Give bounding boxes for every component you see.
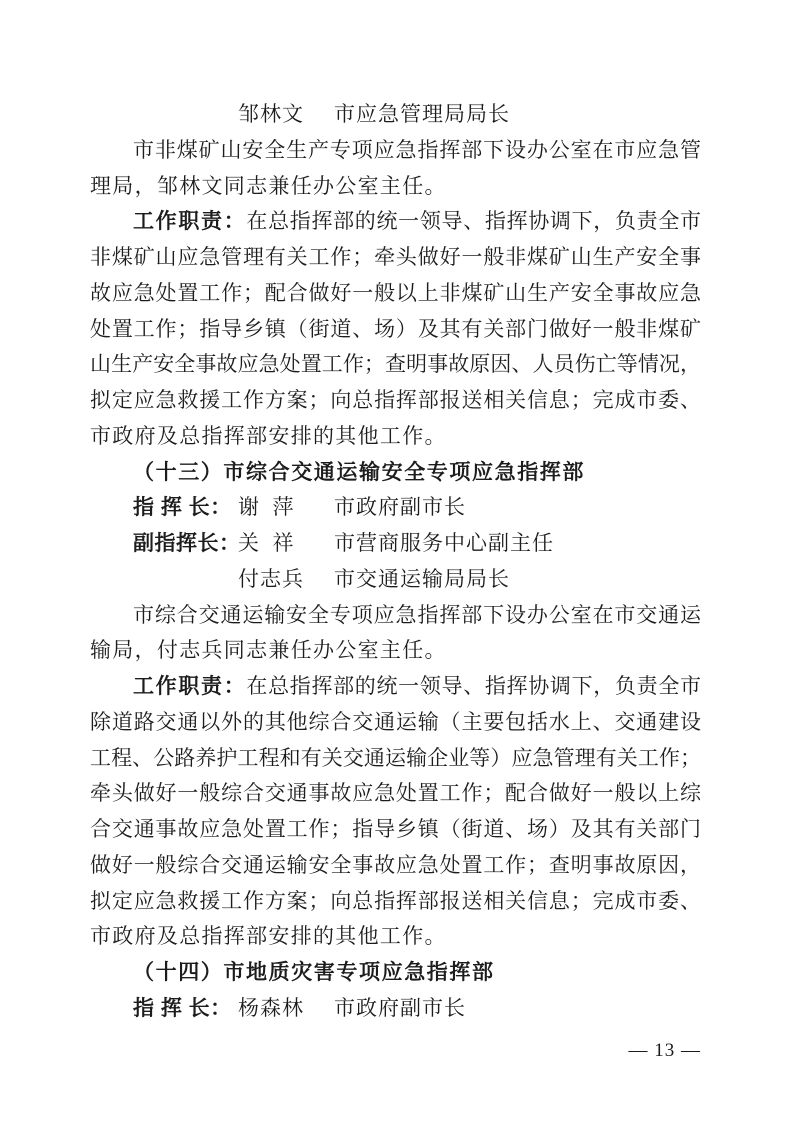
duties-line: 牵头做好一般综合交通事故应急处置工作；配合做好一般以上综 [90,781,701,806]
official-title: 市交通运输局局长 [334,566,510,591]
duties-line: 非煤矿山应急管理有关工作；牵头做好一般非煤矿山生产安全事 [90,245,701,269]
office-note-line: 市综合交通运输安全专项应急指挥部下设办公室在市交通运 [133,602,701,627]
duties-text: 在总指挥部的统一领导、指挥协调下，负责全市 [246,674,702,698]
duties-text: 在总指挥部的统一领导、指挥协调下，负责全市 [246,209,702,234]
official-title: 市政府副市长 [334,495,466,520]
official-name: 邹林文 [238,102,304,126]
official-name: 谢 萍 [238,495,295,520]
office-note-line: 输局，付志兵同志兼任办公室主任。 [90,638,447,663]
document-body [90,97,701,1027]
duties-line: 故应急处置工作；配合做好一般以上非煤矿山生产安全事故应急 [90,280,701,305]
duties-line: 合交通事故应急处置工作；指导乡镇（街道、场）及其有关部门 [90,817,701,841]
official-name: 杨森林 [238,995,304,1020]
duties-line: 拟定应急救援工作方案；向总指挥部报送相关信息；完成市委、 [90,888,701,913]
duties-line [90,204,701,240]
official-row [90,97,701,133]
duties-line: 拟定应急救援工作方案；向总指挥部报送相关信息；完成市委、 [90,388,701,412]
official-role-label: 指 挥 长： [133,996,232,1020]
duties-line: 市政府及总指挥部安排的其他工作。 [90,924,447,949]
official-title: 市应急管理局局长 [334,102,510,126]
official-name: 关 祥 [238,531,295,555]
official-role-label: 副指挥长： [133,532,241,555]
duties-line: 做好一般综合交通运输安全事故应急处置工作；查明事故原因， [90,852,701,877]
official-row [90,562,701,598]
office-note-line: 理局，邹林文同志兼任办公室主任。 [90,173,447,198]
official-name: 付志兵 [238,566,304,591]
section-heading-13: （十三）市综合交通运输安全专项应急指挥部 [133,460,585,484]
duties-line: 市政府及总指挥部安排的其他工作。 [90,423,447,448]
official-row [90,526,701,562]
official-role-label: 指 挥 长： [133,496,232,520]
duties-label: 工作职责： [133,210,247,234]
page-number: — 13 — [628,1040,701,1061]
duties-line: 工程、公路养护工程和有关交通运输企业等）应急管理有关工作； [90,745,701,770]
official-title: 市政府副市长 [334,995,466,1020]
section-heading-14: （十四）市地质灾害专项应急指挥部 [133,961,495,984]
duties-line: 除道路交通以外的其他综合交通运输（主要包括水上、交通建设 [90,709,701,734]
official-row [90,490,701,526]
official-title: 市营商服务中心副主任 [334,531,554,555]
duties-line [90,669,701,705]
duties-label: 工作职责： [133,675,247,698]
duties-line: 山生产安全事故应急处置工作；查明事故原因、人员伤亡等情况， [90,352,701,377]
official-row [90,991,701,1027]
office-note-line: 市非煤矿山安全生产专项应急指挥部下设办公室在市应急管 [133,137,701,162]
duties-line: 处置工作；指导乡镇（街道、场）及其有关部门做好一般非煤矿 [90,316,701,341]
